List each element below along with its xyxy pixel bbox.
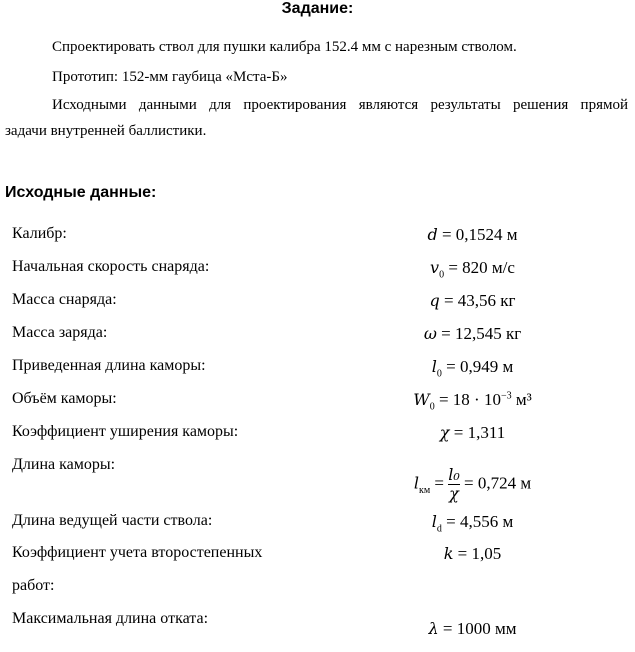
param-formula: d = 0,1524 м [427, 225, 518, 244]
param-formula: $l_0 = 0,949$ м [431, 357, 514, 380]
param-label: Приведенная длина каморы: [12, 357, 206, 374]
param-label: Масса заряда: [12, 324, 108, 341]
param-label: Объём каморы: [12, 390, 117, 407]
param-label: Масса снаряда: [12, 291, 117, 308]
param-formula: ω = 12,545 кг [423, 324, 522, 343]
param-label: Калибр: [12, 225, 67, 242]
param-label: Начальная скорость снаряда: [12, 258, 210, 275]
task-paragraph-2: Прототип: 152-мм гаубица «Мста-Б» [52, 69, 288, 85]
param-label-cont: работ: [12, 577, 55, 594]
param-formula: $v_0 = 820$ м/с [430, 258, 515, 281]
param-formula: λ = 1000 мм [428, 619, 517, 638]
param-formula: q = 43,56 кг [429, 291, 516, 310]
param-formula: $l_{км}$ = $\frac{\text{l₀}}{\chi}$ = 0,724 м [413, 465, 532, 503]
param-formula: k = 1,05 [443, 544, 502, 563]
task-heading: Задание: [281, 0, 354, 17]
task-paragraph-3b: задачи внутренней баллистики. [5, 123, 207, 139]
param-formula: χ = 1,311 [439, 423, 506, 442]
param-formula: $W_0 = 18 \cdot 10^{-3}$ м³ [413, 390, 532, 413]
param-label: Максимальная длина отката: [12, 610, 209, 627]
param-label: Длина ведущей части ствола: [12, 512, 213, 529]
task-paragraph-1: Спроектировать ствол для пушки калибра 152.4 мм с нарезным стволом. [52, 39, 517, 55]
task-paragraph-3a: Исходными данными для проектирования являются результаты решения прямой [52, 97, 628, 113]
param-label: Длина каморы: [12, 456, 116, 473]
param-label: Коэффициент учета второстепенных [12, 544, 263, 561]
param-label: Коэффициент уширения каморы: [12, 423, 239, 440]
section-heading: Исходные данные: [5, 184, 157, 201]
param-formula: $l_d = 4,556$ м [431, 512, 514, 535]
